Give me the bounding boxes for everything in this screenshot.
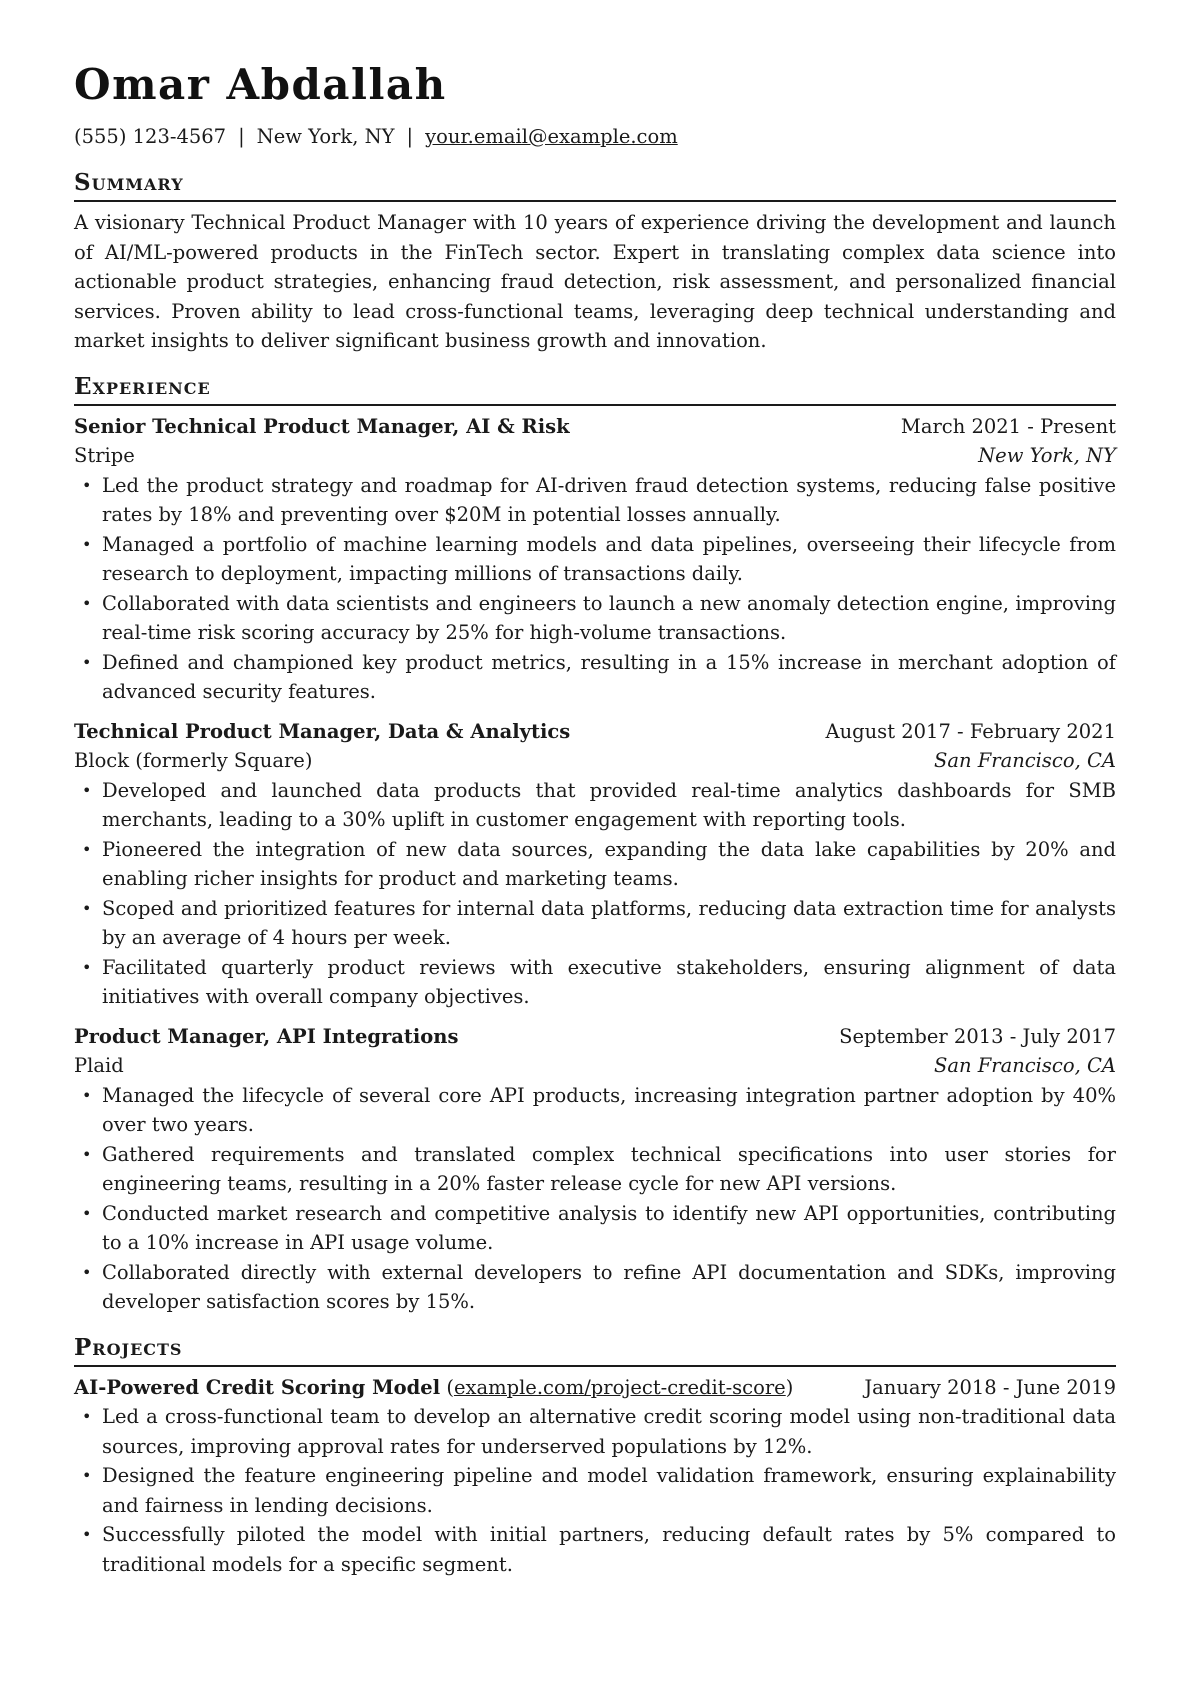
- projects-section: [74, 1333, 1116, 1580]
- bullet-icon: •: [82, 1407, 92, 1426]
- candidate-name: Omar Abdallah: [74, 60, 447, 109]
- contact-line: [74, 124, 1116, 150]
- job-dates: September 2013 - July 2017: [839, 1024, 1116, 1048]
- bullet-text: Led a cross-functional team to develop an alternative credit scoring model using non-traditional data sources, improving approval rates for underserved populations by 12%.: [102, 1405, 1116, 1458]
- contact-separator: |: [238, 125, 245, 148]
- project-link-open-paren: (: [446, 1375, 454, 1399]
- bullet-text: Pioneered the integration of new data sources, expanding the data lake capabilities by 20% and enabling richer insights for product and marketing teams.: [102, 837, 1116, 890]
- bullet-item: [74, 1258, 1116, 1317]
- bullet-icon: •: [82, 534, 92, 554]
- job-role: Senior Technical Product Manager, AI & Risk: [74, 414, 570, 438]
- job-subheader: [74, 746, 1116, 776]
- project-title-group: [74, 1373, 793, 1403]
- bullet-text: Managed a portfolio of machine learning models and data pipelines, overseeing their lifecycle from research to deployment, impacting millions of transactions daily.: [102, 532, 1116, 585]
- bullet-item: [74, 776, 1116, 835]
- job-bullets: [74, 1081, 1116, 1317]
- bullet-text: Successfully piloted the model with initial partners, reducing default rates by 5% compared to traditional models for a specific segment.: [102, 1523, 1116, 1576]
- bullet-item: [74, 953, 1116, 1012]
- job-dates: March 2021 - Present: [900, 414, 1116, 438]
- summary-text: A visionary Technical Product Manager with 10 years of experience driving the development and launch of AI/ML-powered products in the FinTech sector. Expert in translating complex data science into actionable product strategies, enhancing fraud detection, risk assessment, and personalized financial services. Proven ability to lead cross-functional teams, leveraging deep technical understanding and market insights to deliver significant business growth and innovation.: [74, 211, 1116, 352]
- contact-separator: |: [406, 125, 414, 148]
- bullet-item: [74, 894, 1116, 953]
- bullet-item: [74, 1461, 1116, 1520]
- projects-heading: Projects: [74, 1333, 1116, 1367]
- job-company: Plaid: [74, 1054, 124, 1077]
- job-header: [74, 1022, 1116, 1052]
- bullet-icon: •: [82, 898, 92, 918]
- experience-heading: Experience: [74, 372, 1116, 406]
- bullet-item: [74, 1199, 1116, 1258]
- job-role: Technical Product Manager, Data & Analytics: [74, 719, 571, 743]
- bullet-icon: •: [82, 1085, 92, 1105]
- job-subheader: [74, 1051, 1116, 1081]
- bullet-item: [74, 1081, 1116, 1140]
- job-entry: [74, 1022, 1116, 1317]
- bullet-icon: •: [82, 957, 92, 977]
- bullet-item: [74, 1520, 1116, 1579]
- job-company: Stripe: [74, 444, 135, 467]
- bullet-item: [74, 1402, 1116, 1461]
- job-header: [74, 412, 1116, 442]
- bullet-text: Led the product strategy and roadmap for AI-driven fraud detection systems, reducing false positive rates by 18% and preventing over $20M in potential losses annually.: [102, 473, 1116, 526]
- bullet-icon: •: [82, 475, 92, 495]
- project-name: AI-Powered Credit Scoring Model: [74, 1375, 441, 1399]
- job-entry: [74, 412, 1116, 707]
- bullet-icon: •: [82, 1525, 92, 1544]
- job-role: Product Manager, API Integrations: [74, 1024, 459, 1048]
- bullet-text: Defined and championed key product metrics, resulting in a 15% increase in merchant adoption of advanced security features.: [102, 650, 1116, 703]
- bullet-item: [74, 589, 1116, 648]
- job-location: New York, NY: [978, 444, 1116, 467]
- job-bullets: [74, 471, 1116, 707]
- location-text: New York, NY: [256, 125, 395, 148]
- phone-number: (555) 123-4567: [74, 125, 227, 148]
- bullet-text: Developed and launched data products that provided real-time analytics dashboards for SMB merchants, leading to a 30% uplift in customer engagement with reporting tools.: [102, 778, 1116, 831]
- bullet-text: Collaborated directly with external developers to refine API documentation and SDKs, improving developer satisfaction scores by 15%.: [102, 1260, 1116, 1313]
- summary-heading: Summary: [74, 168, 1116, 202]
- bullet-icon: •: [82, 1262, 92, 1282]
- project-link[interactable]: example.com/project-credit-score: [453, 1375, 786, 1399]
- bullet-text: Scoped and prioritized features for internal data platforms, reducing data extraction time for analysts by an average of 4 hours per week.: [102, 896, 1116, 949]
- bullet-icon: •: [82, 780, 92, 800]
- bullet-text: Collaborated with data scientists and engineers to launch a new anomaly detection engine, improving real-time risk scoring accuracy by 25% for high-volume transactions.: [102, 591, 1116, 644]
- bullet-icon: •: [82, 1203, 92, 1223]
- experience-section: [74, 372, 1116, 1317]
- job-header: [74, 717, 1116, 747]
- bullet-text: Designed the feature engineering pipeline and model validation framework, ensuring explainability and fairness in lending decisions.: [102, 1464, 1116, 1517]
- bullet-icon: •: [82, 839, 92, 859]
- project-entry: [74, 1373, 1116, 1580]
- bullet-icon: •: [82, 1144, 92, 1164]
- job-bullets: [74, 776, 1116, 1012]
- bullet-item: [74, 648, 1116, 707]
- bullet-text: Managed the lifecycle of several core API products, increasing integration partner adoption by 40% over two years.: [102, 1083, 1116, 1136]
- bullet-icon: •: [82, 1466, 92, 1485]
- job-subheader: [74, 441, 1116, 471]
- job-dates: August 2017 - February 2021: [825, 719, 1116, 743]
- bullet-item: [74, 471, 1116, 530]
- bullet-icon: •: [82, 593, 92, 613]
- bullet-item: [74, 835, 1116, 894]
- bullet-item: [74, 530, 1116, 589]
- summary-section: [74, 168, 1116, 356]
- project-header: [74, 1373, 1116, 1403]
- bullet-text: Conducted market research and competitive analysis to identify new API opportunities, contributing to a 10% increase in API usage volume.: [102, 1201, 1116, 1254]
- project-dates: January 2018 - June 2019: [864, 1375, 1116, 1399]
- bullet-icon: •: [82, 652, 92, 672]
- bullet-text: Facilitated quarterly product reviews with executive stakeholders, ensuring alignment of data initiatives with overall company objectives.: [102, 955, 1116, 1008]
- job-entry: [74, 717, 1116, 1012]
- job-company: Block (formerly Square): [74, 749, 313, 772]
- bullet-item: [74, 1140, 1116, 1199]
- job-location: San Francisco, CA: [933, 1054, 1116, 1077]
- bullet-text: Gathered requirements and translated complex technical specifications into user stories for engineering teams, resulting in a 20% faster release cycle for new API versions.: [102, 1142, 1116, 1195]
- email-link[interactable]: your.email@example.com: [425, 125, 678, 148]
- project-bullets: [74, 1402, 1116, 1579]
- project-link-close-paren: ): [785, 1375, 794, 1399]
- job-location: San Francisco, CA: [933, 749, 1116, 772]
